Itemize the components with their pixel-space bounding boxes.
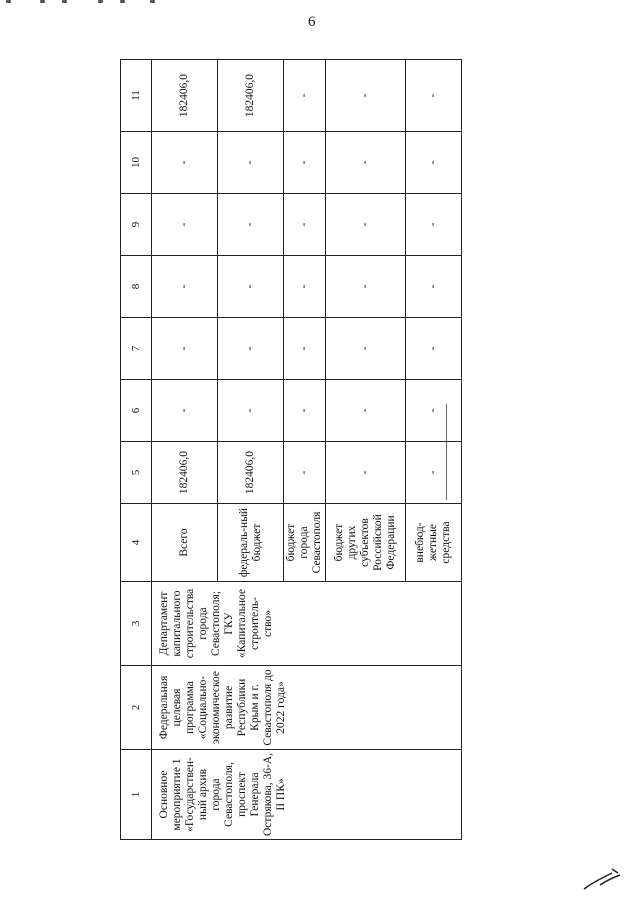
- header-cell: 4: [121, 504, 152, 582]
- page-number: 6: [308, 14, 316, 30]
- value-cell: -: [284, 60, 326, 132]
- table-row: [152, 60, 218, 840]
- value-cell: -: [284, 132, 326, 194]
- source-cell: федераль-ный бюджет: [218, 504, 284, 582]
- value-cell: -: [326, 60, 406, 132]
- value-cell: -: [326, 380, 406, 442]
- value-cell: -: [406, 60, 462, 132]
- value-cell: 182406,0: [218, 60, 284, 132]
- header-cell: 7: [121, 318, 152, 380]
- executor-cell: Департамент капитального строительства города Севастополя; ГКУ «Капитальное строитель-ство»: [152, 582, 462, 666]
- value-cell: -: [406, 318, 462, 380]
- activity-cell: Основное мероприятие 1 «Государствен-ный архив города Севастополя, проспект Генерала Острякова, 36-А, II ПК»: [152, 750, 462, 840]
- value-cell: -: [218, 132, 284, 194]
- value-cell: -: [326, 132, 406, 194]
- header-cell: 1: [121, 750, 152, 840]
- value-cell: -: [218, 318, 284, 380]
- value-cell: -: [284, 194, 326, 256]
- source-cell: Всего: [152, 504, 218, 582]
- signature-icon: [582, 865, 622, 895]
- value-cell: 182406,0: [152, 442, 218, 504]
- value-cell: 182406,0: [218, 442, 284, 504]
- rotated-table-container: [120, 60, 452, 840]
- header-row: [121, 60, 152, 840]
- value-cell: -: [406, 194, 462, 256]
- value-cell: -: [152, 380, 218, 442]
- value-cell: -: [152, 318, 218, 380]
- value-cell: -: [284, 256, 326, 318]
- value-cell: -: [406, 132, 462, 194]
- value-cell: -: [326, 318, 406, 380]
- value-cell: -: [326, 194, 406, 256]
- header-cell: 10: [121, 132, 152, 194]
- source-cell: бюджет города Севастополя: [284, 504, 326, 582]
- header-cell: 9: [121, 194, 152, 256]
- value-cell: -: [326, 256, 406, 318]
- header-cell: 5: [121, 442, 152, 504]
- value-cell: -: [284, 380, 326, 442]
- header-cell: 2: [121, 666, 152, 750]
- value-cell: -: [406, 380, 462, 442]
- value-cell: -: [284, 442, 326, 504]
- source-cell: внебюд-жетные средства: [406, 504, 462, 582]
- value-cell: -: [218, 380, 284, 442]
- program-cell: Федеральная целевая программа «Социально-экономическое развитие Республики Крым и г. Севастополя до 2022 года»: [152, 666, 462, 750]
- header-cell: 6: [121, 380, 152, 442]
- value-cell: -: [218, 256, 284, 318]
- value-cell: -: [152, 194, 218, 256]
- header-cell: 3: [121, 582, 152, 666]
- header-cell: 8: [121, 256, 152, 318]
- value-cell: -: [152, 132, 218, 194]
- value-cell: -: [406, 256, 462, 318]
- value-cell: -: [284, 318, 326, 380]
- value-cell: -: [152, 256, 218, 318]
- value-cell: -: [326, 442, 406, 504]
- value-cell: 182406,0: [152, 60, 218, 132]
- value-cell: -: [218, 194, 284, 256]
- source-cell: бюджет других субъектов Российской Федерации: [326, 504, 406, 582]
- funding-table: [120, 59, 462, 840]
- header-cell: 11: [121, 60, 152, 132]
- value-cell: -: [406, 442, 462, 504]
- scan-specks: [0, 0, 200, 6]
